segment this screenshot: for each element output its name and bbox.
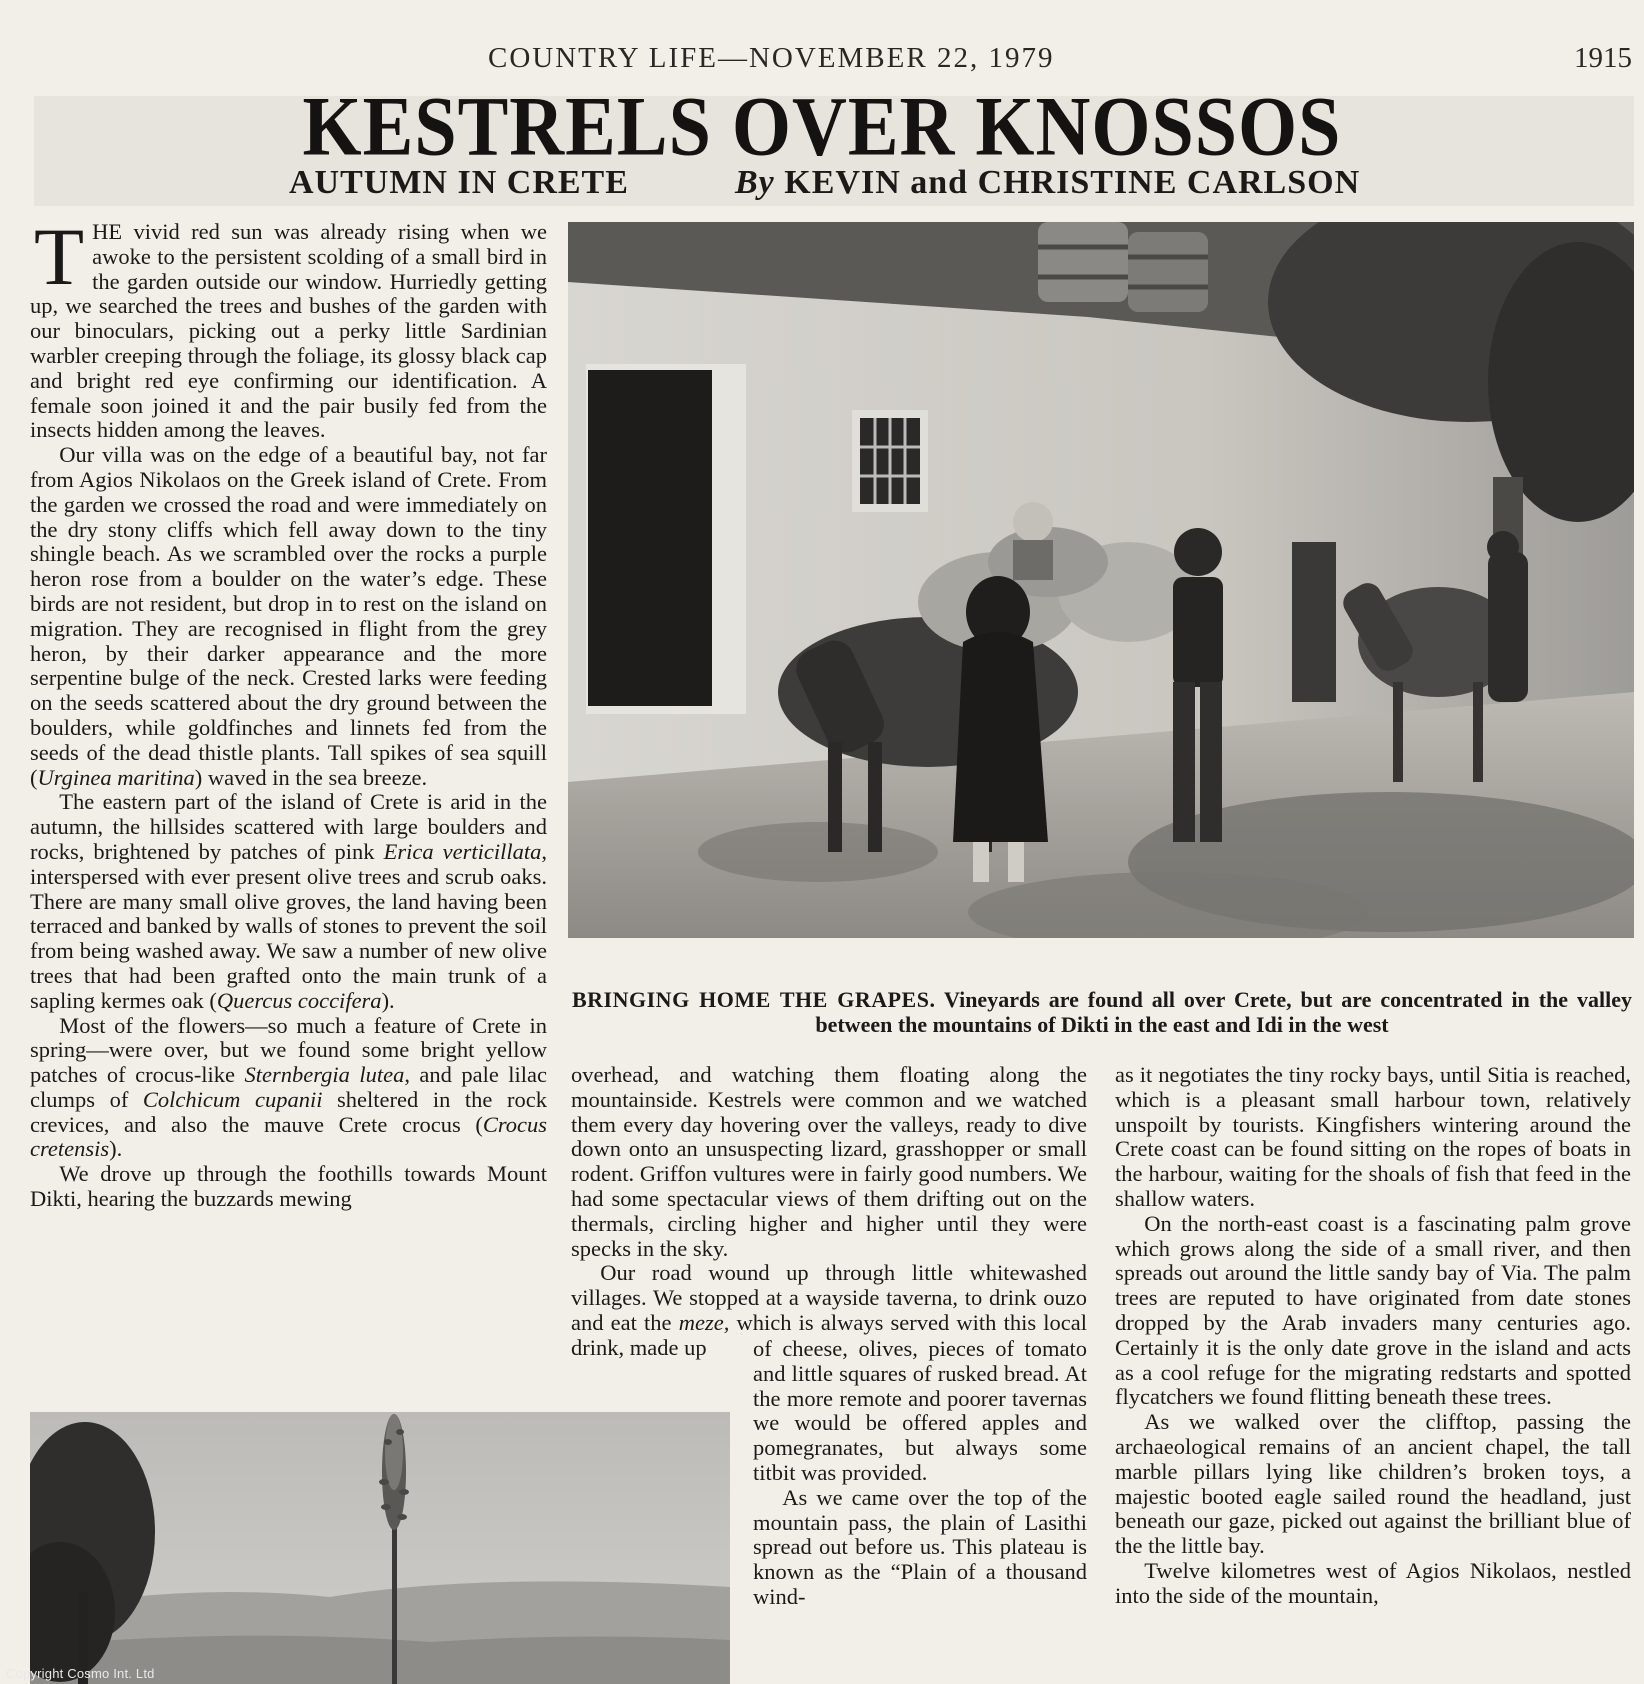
article-title: KESTRELS OVER KNOSSOS	[302, 79, 1342, 174]
paragraph: as it negotiates the tiny rocky bays, until Sitia is reached, which is a pleasant small harbour town, relatively unspoilt by tourists. Kingfishers wintering around the Crete coast can be found sitting on the ropes of boats in the harbour, waiting for the shoals of fish that feed in the shallow waters.	[1115, 1062, 1631, 1211]
species-name: Crocus cretensis	[30, 1111, 547, 1162]
caption-lead: BRINGING HOME THE GRAPES.	[572, 987, 936, 1012]
paragraph-text: Most of the flowers—so much a feature of Crete in spring—were over, but we found some bright yellow patches of crocus-like	[30, 1012, 547, 1088]
species-name: Urginea maritina	[37, 764, 195, 790]
paragraph-text: ) waved in the sea breeze.	[194, 764, 428, 790]
paragraph-text: , and pale lilac clumps of	[30, 1062, 547, 1112]
byline-names: KEVIN and CHRISTINE CARLSON	[784, 164, 1361, 201]
paragraph: overhead, and watching them floating along the mountainside. Kestrels were common and we watched them every day hovering over the valleys, ready to dive down onto an unsuspecting lizard, grasshopper or small rodent. Griffon vultures were in fairly good numbers. We had some spectacular views of them drifting out on the thermals, circling higher and higher until they were specks in the sky.	[571, 1062, 1087, 1261]
drop-cap: T	[34, 211, 85, 302]
byline-prefix: By	[735, 164, 775, 201]
grapes-donkeys-photo	[568, 222, 1634, 938]
paragraph: As we walked over the clifftop, passing the archaeological remains of an ancient chapel, the tall marble pillars lying like children’s broken toys, a majestic booted eagle sailed round the headland, just beneath our gaze, picked out against the brilliant blue of the the little bay.	[1115, 1409, 1631, 1559]
paragraph-text: The eastern part of the island of Crete is arid in the autumn, the hillsides scattered with large boulders and rocks, brightened by patches of pink	[30, 789, 547, 864]
paragraph: As we came over the top of the mountain pass, the plain of Lasithi spread out before us. This plateau is known as the “Plain of a thousand wind-	[753, 1484, 1087, 1609]
species-name: Sternbergia lutea	[244, 1062, 405, 1088]
article-subtitle: AUTUMN IN CRETE	[289, 164, 629, 201]
paragraph	[30, 211, 547, 443]
paragraph	[30, 790, 547, 1013]
photo-illustration	[568, 222, 1634, 938]
paragraph-text: ).	[109, 1136, 123, 1162]
species-name: Erica verticillata	[383, 838, 542, 864]
running-head: COUNTRY LIFE—NOVEMBER 22, 1979	[488, 42, 1055, 74]
paragraph-text: ).	[381, 987, 395, 1013]
paragraph	[30, 1014, 547, 1163]
byline	[735, 164, 1360, 202]
paragraph: of cheese, olives, pieces of tomato and little squares of rusked bread. At the more remote and poorer tavernas we would be offered apples and pomegranates, but always some titbit was provided.	[753, 1336, 1087, 1485]
paragraph: We drove up through the foothills towards Mount Dikti, hearing the buzzards mewing	[30, 1161, 547, 1212]
column-1	[30, 211, 547, 1212]
paragraph	[30, 443, 547, 790]
paragraph-text: which is always served with this local drink, made up	[571, 1309, 1087, 1360]
paragraph-text: HE vivid red sun was already rising when we awoke to the persistent scolding of a small bird in the garden outside our window. Hurriedly getting up, we searched the trees and bushes of the garden with our binoculars, picking out a perky little Sardinian warbler creeping through the foliage, its glossy black cap and bright red eye confirming our identification. A female soon joined it and the pair busily fed from the insects hidden among the leaves.	[30, 219, 547, 443]
paragraph-text: Our road wound up through little whitewashed villages. We stopped at a wayside taverna, to drink ouzo and eat the	[571, 1260, 1087, 1335]
italic-term: meze,	[678, 1309, 730, 1335]
paragraph-text: , interspersed with ever present olive trees and scrub oaks. There are many small olive groves, the land having been terraced and banked by walls of stones to prevent the soil from being washed away. We saw a number of new olive trees that had been grafted onto the main trunk of a sapling kermes oak (	[30, 838, 547, 1013]
page-number: 1915	[1574, 42, 1632, 74]
caption-text: Vineyards are found all over Crete, but are concentrated in the valley between the mountains of Dikti in the east and Idi in the west	[815, 987, 1632, 1037]
sea-squill-photo	[30, 1412, 730, 1684]
photo-illustration	[30, 1412, 730, 1684]
paragraph: Twelve kilometres west of Agios Nikolaos, nestled into the side of the mountain,	[1115, 1557, 1631, 1608]
copyright-notice: Copyright Cosmo Int. Ltd	[6, 1666, 155, 1681]
paragraph: On the north-east coast is a fascinating palm grove which grows along the side of a small river, and then spreads out around the little sandy bay of Via. The palm trees are reputed to have originated from date stones dropped by the Arab invaders many centuries ago. Certainly it is the only date grove in the island and acts as a cool refuge for the migrating redstarts and spotted flycatchers we found flitting beneath these trees.	[1115, 1210, 1631, 1410]
column-3	[1115, 1063, 1631, 1609]
species-name: Quercus coccifera	[216, 987, 382, 1013]
species-name: Colchicum cupanii	[142, 1086, 323, 1112]
column-2-continued	[753, 1337, 1087, 1610]
photo-caption	[572, 987, 1632, 1037]
paragraph-text: Our villa was on the edge of a beautiful bay, not far from Agios Nikolaos on the Greek island of Crete. From the garden we crossed the road and were immediately on the dry stony cliffs which fell away down to the tiny shingle beach. As we scrambled over the rocks a purple heron rose from a boulder on the water’s edge. These birds are not resident, but drop in to rest on the island on migration. They are recognised in flight from the grey heron, by their darker appearance and the more serpentine bulge of the neck. Crested larks were feeding on the seeds scattered about the dry ground between the boulders, while goldfinches and linnets fed from the seeds of the dead thistle plants. Tall spikes of sea squill (	[30, 442, 547, 790]
paragraph-text: sheltered in the rock crevices, and also the mauve Crete crocus (	[30, 1086, 547, 1137]
column-2	[571, 1063, 1087, 1361]
